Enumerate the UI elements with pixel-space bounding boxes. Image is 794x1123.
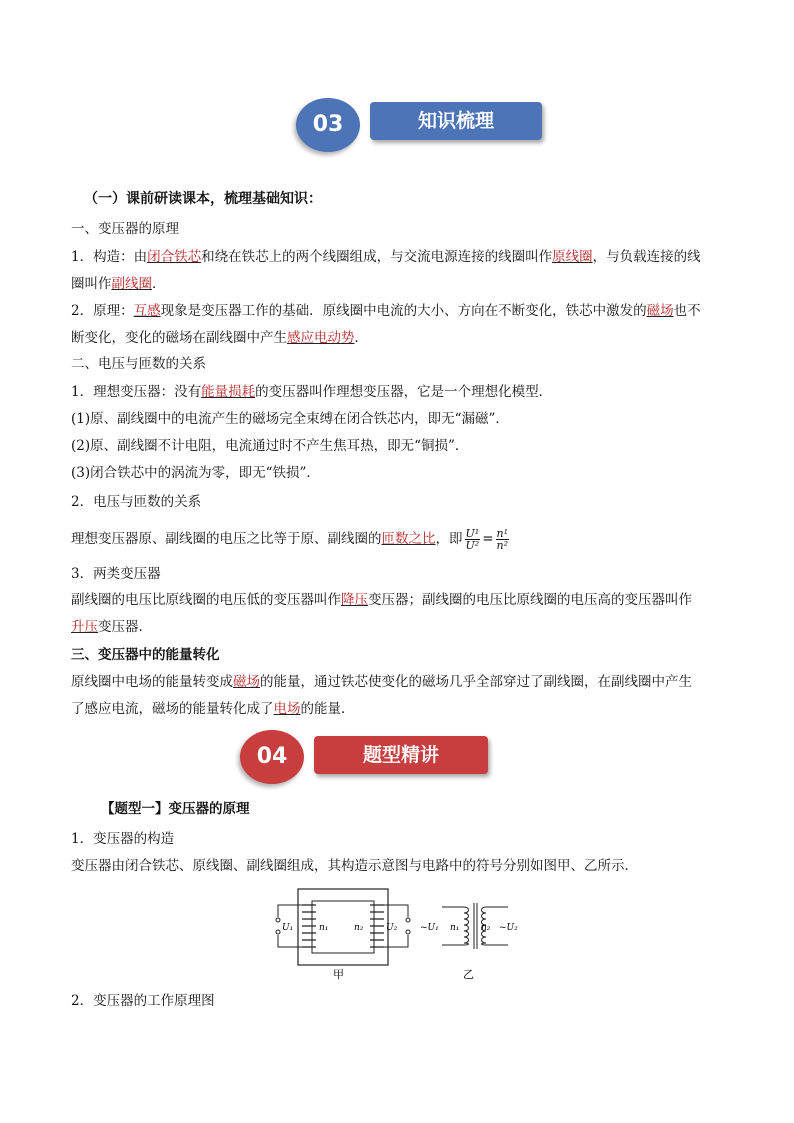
transformer-figure	[272, 885, 532, 985]
s2-l1: (1)原、副线圈中的电流产生的磁场完全束缚在闭合铁芯内，即无“漏磁”．	[71, 411, 509, 427]
answer-blank: 电场	[273, 701, 301, 717]
text: 的能量，通过铁芯使变化的磁场几乎全部穿过了副线圈，在副线圈中产生	[260, 674, 692, 690]
text: 了感应电流，磁场的能量转化成了	[71, 701, 274, 717]
text: 的能量．	[300, 701, 355, 717]
answer-blank: 副线圈	[111, 276, 152, 292]
text: 1．理想变压器：没有	[71, 384, 202, 400]
label-u1: U₁	[282, 923, 294, 933]
text: 副线圈的电压比原线圈的电压低的变压器叫作	[71, 592, 341, 608]
text: 【题型一】变压器的原理	[101, 801, 250, 817]
text: 变压器．	[98, 619, 152, 635]
label-n1: n₁	[319, 923, 329, 933]
text: 原线圈中电场的能量转变成	[71, 674, 233, 690]
answer-blank: 互感	[133, 303, 161, 319]
s1-title: 一、变压器的原理	[71, 221, 179, 237]
s3-title: 三、变压器中的能量转化	[71, 647, 220, 663]
s1-p1	[71, 248, 701, 266]
topic-p1: 1．变压器的构造	[71, 831, 175, 847]
s2-p2: 2．电压与匝数的关系	[71, 494, 202, 510]
caption-jia: 甲	[333, 968, 344, 981]
text: 理想变压器原、副线圈的电压之比等于原、副线圈的	[71, 531, 382, 547]
text: 2．原理：	[71, 303, 134, 319]
caption-yi: 乙	[463, 968, 474, 981]
turns-fraction: $\frac{\text{n¹}}{\text{n²}}$	[496, 527, 508, 552]
s1-p2b	[71, 329, 368, 347]
label-n2: n₂	[354, 923, 364, 933]
text: 的变压器叫作理想变压器，它是一个理想化模型．	[255, 384, 553, 400]
badge-number: 03	[312, 112, 344, 137]
text: ．	[152, 276, 166, 292]
s3-p1	[71, 673, 692, 691]
label-n2: n₂	[481, 923, 491, 933]
s2-l3: (3)闭合铁芯中的涡流为零，即无“铁损”．	[71, 465, 320, 481]
answer-blank: 匝数之比	[381, 531, 436, 547]
s3-p1b	[71, 700, 355, 718]
s2-title: 二、电压与匝数的关系	[71, 356, 206, 372]
s2-p1	[71, 383, 552, 401]
text: 现象是变压器工作的基础．原线圈中电流的大小、方向在不断变化，铁芯中激发的	[160, 303, 647, 319]
answer-blank: 原线圈	[552, 249, 593, 265]
topic-title	[101, 800, 250, 818]
text: ．	[354, 330, 368, 346]
badge-number: 04	[256, 744, 288, 769]
voltage-fraction: $\frac{\text{U¹}}{\text{U²}}$	[465, 527, 480, 552]
s1-p1b	[71, 275, 166, 293]
answer-blank: 感应电动势	[287, 330, 355, 346]
answer-blank: 闭合铁芯	[147, 249, 202, 265]
equals-sign: =	[482, 531, 494, 547]
primary-coil	[302, 905, 316, 947]
section-title-bar: 知识梳理	[370, 102, 542, 140]
text: 1．构造：由	[71, 249, 148, 265]
answer-blank: 磁场	[646, 303, 674, 319]
s2-p5b	[71, 618, 152, 636]
topic-p3: 2．变压器的工作原理图	[71, 993, 215, 1009]
label-u1: ~U₁	[420, 923, 439, 933]
answer-blank: 能量损耗	[201, 384, 256, 400]
secondary-coil	[370, 905, 384, 947]
section-heading: （一）课前研读课本，梳理基础知识：	[84, 191, 322, 207]
s2-p5	[71, 591, 692, 609]
text: 也不	[673, 303, 701, 319]
section-title-bar: 题型精讲	[314, 736, 488, 774]
label-n1: n₁	[450, 923, 460, 933]
topic-p2: 变压器由闭合铁芯、原线圈、副线圈组成，其构造示意图与电路中的符号分别如图甲、乙所示．	[71, 858, 638, 874]
answer-blank: 磁场	[233, 674, 260, 690]
s2-l2: (2)原、副线圈不计电阻，电流通过时不产生焦耳热，即无“铜损”．	[71, 438, 469, 454]
label-u2: ~U₂	[499, 923, 518, 933]
text: 圈叫作	[71, 276, 112, 292]
s2-p4: 3．两类变压器	[71, 566, 161, 582]
text: ，与负载连接的线	[592, 249, 701, 265]
answer-blank: 升压	[71, 619, 98, 635]
text: 变压器；副线圈的电压比原线圈的电压高的变压器叫作	[368, 592, 692, 608]
text: ，即	[435, 531, 463, 547]
text: 和绕在铁芯上的两个线圈组成，与交流电源连接的线圈叫作	[201, 249, 553, 265]
answer-blank: 降压	[341, 592, 368, 608]
s2-p3	[71, 528, 511, 551]
s1-p2	[71, 302, 701, 320]
text: 断变化，变化的磁场在副线圈中产生	[71, 330, 287, 346]
label-u2: U₂	[386, 923, 398, 933]
